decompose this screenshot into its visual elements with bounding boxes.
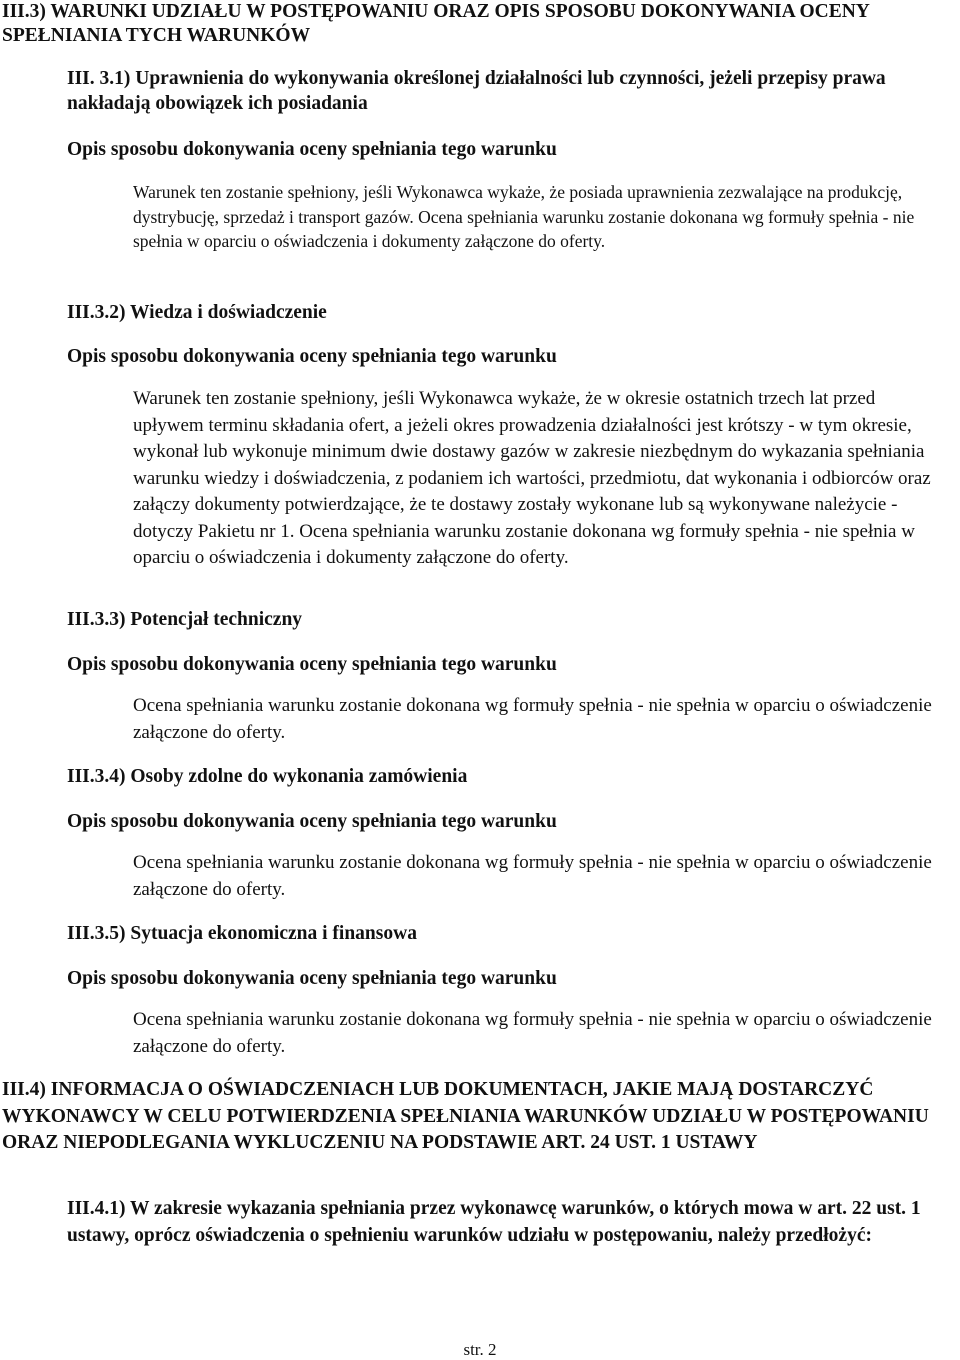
opis-label-III31: Opis sposobu dokonywania oceny spełniania tego warunku (67, 139, 557, 160)
heading-section-III41: III.4.1) W zakresie wykazania spełniania przez wykonawcę warunków, o których mowa w art. 22 ust. 1 ustawy, oprócz oświadczenia o spełnieniu warunków udziału w postępowaniu, należy przedłożyć: (67, 1198, 921, 1246)
section-III34-body: Ocena spełniania warunku zostanie dokonana wg formuły spełnia - nie spełnia w oparciu o oświadczenie załączone do oferty. (133, 852, 932, 900)
section-III31-body: Warunek ten zostanie spełniony, jeśli Wykonawca wykaże, że posiada uprawnienia zezwalające na produkcję, dystrybucję, sprzedaż i transport gazów. Ocena spełniania warunku zostanie dokonana wg formuły spełnia - nie spełnia w oparciu o oświadczenia i dokumenty załączone do oferty. (133, 182, 915, 251)
section-III35-body: Ocena spełniania warunku zostanie dokonana wg formuły spełnia - nie spełnia w oparciu o oświadczenie załączone do oferty. (133, 1009, 932, 1057)
section-III31-title: III. 3.1) Uprawnienia do wykonywania określonej działalności lub czynności, jeżeli przepisy prawa nakładają obowiązek ich posiadania (67, 68, 886, 114)
section-III34-title: III.3.4) Osoby zdolne do wykonania zamówienia (67, 766, 468, 787)
opis-label-III33: Opis sposobu dokonywania oceny spełniania tego warunku (67, 654, 557, 675)
section-III32-title: III.3.2) Wiedza i doświadczenie (67, 302, 327, 323)
section-III33-title: III.3.3) Potencjał techniczny (67, 609, 303, 630)
heading-section-III4: III.4) INFORMACJA O OŚWIADCZENIACH LUB DOKUMENTACH, JAKIE MAJĄ DOSTARCZYĆ WYKONAWCY W CELU POTWIERDZENIA SPEŁNIANIA WARUNKÓW UDZIAŁU W POSTĘPOWANIU ORAZ NIEPODLEGANIA WYKLUCZENIU NA PODSTAWIE ART. 24 UST. 1 USTAWY (2, 1079, 929, 1153)
heading-section-III3: III.3) WARUNKI UDZIAŁU W POSTĘPOWANIU ORAZ OPIS SPOSOBU DOKONYWANIA OCENY SPEŁNIANIA TYCH WARUNKÓW (2, 1, 870, 46)
opis-label-III35: Opis sposobu dokonywania oceny spełniania tego warunku (67, 968, 557, 989)
section-III35-title: III.3.5) Sytuacja ekonomiczna i finansowa (67, 923, 417, 944)
page-number: str. 2 (463, 1340, 497, 1359)
section-III32-body: Warunek ten zostanie spełniony, jeśli Wykonawca wykaże, że w okresie ostatnich trzech lat przed upływem terminu składania ofert, a jeżeli okres prowadzenia działalności jest krótszy - w tym okresie, wykonał lub wykonuje minimum dwie dostawy gazów w zakresie niezbędnym do wykazania spełniania warunku wiedzy i doświadczenia, z podaniem ich wartości, przedmiotu, dat wykonania i odbiorców oraz załączy dokumenty potwierdzające, że te dostawy zostały wykonane lub są wykonywane należycie - dotyczy Pakietu nr 1. Ocena spełniania warunku zostanie dokonana wg formuły spełnia - nie spełnia w oparciu o oświadczenia i dokumenty załączone do oferty. (133, 388, 931, 568)
opis-label-III34: Opis sposobu dokonywania oceny spełniania tego warunku (67, 811, 557, 832)
section-III33-body: Ocena spełniania warunku zostanie dokonana wg formuły spełnia - nie spełnia w oparciu o oświadczenie załączone do oferty. (133, 695, 932, 743)
opis-label-III32: Opis sposobu dokonywania oceny spełniania tego warunku (67, 346, 557, 367)
